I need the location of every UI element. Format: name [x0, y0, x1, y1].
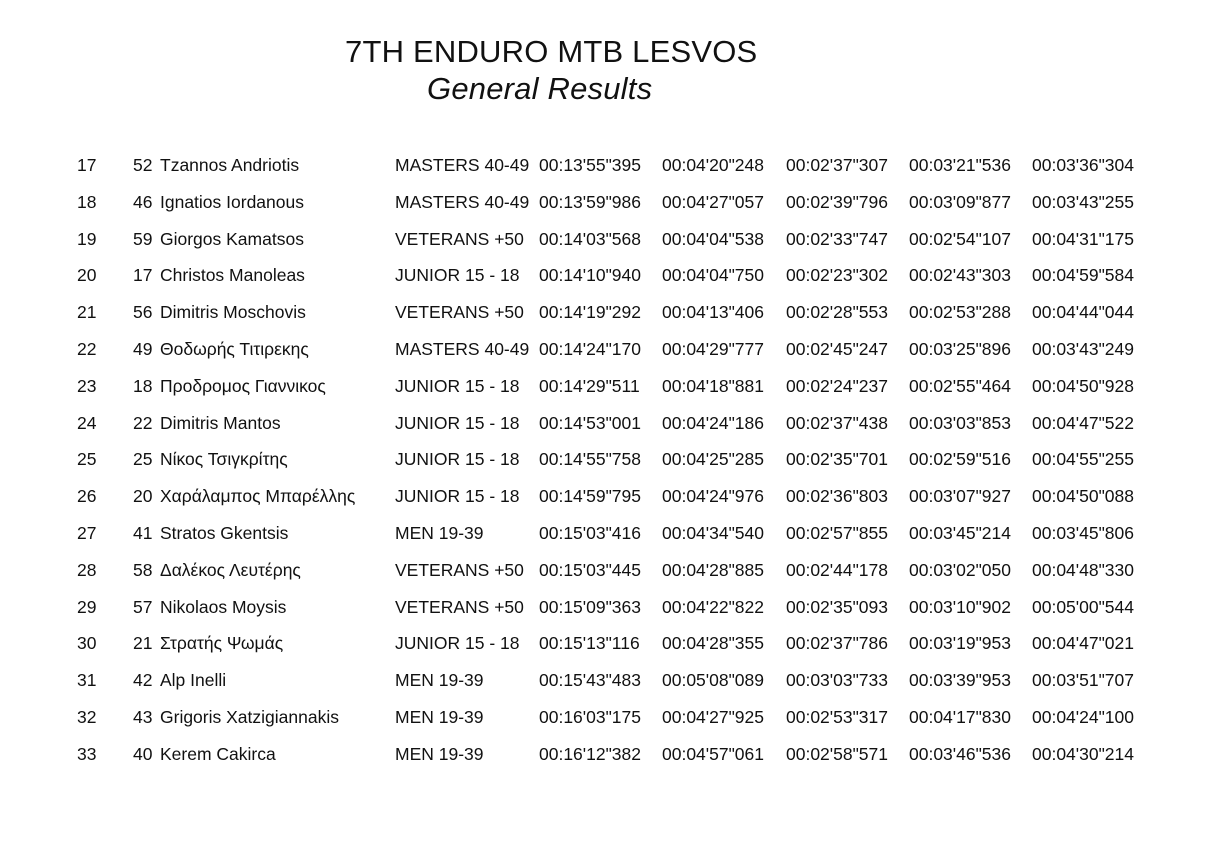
category-cell: JUNIOR 15 - 18	[395, 486, 520, 507]
stage-3-time-cell: 00:03'25"896	[909, 338, 1012, 359]
category-cell: MEN 19-39	[395, 670, 484, 691]
total-time-cell: 00:15'03"445	[539, 559, 642, 580]
category-cell: VETERANS +50	[395, 302, 524, 323]
stage-4-time-cell: 00:03'51"707	[1032, 670, 1135, 691]
category-cell: VETERANS +50	[395, 559, 524, 580]
stage-3-time-cell: 00:02'43"303	[909, 265, 1012, 286]
bib-number-cell: 20	[133, 486, 153, 507]
total-time-cell: 00:14'03"568	[539, 228, 642, 249]
rider-name-cell: Νίκος Τσιγκρίτης	[160, 449, 288, 470]
rider-name-cell: Dimitris Mantos	[160, 412, 281, 433]
stage-4-time-cell: 00:05'00"544	[1032, 596, 1135, 617]
stage-3-time-cell: 00:04'17"830	[909, 706, 1012, 727]
stage-3-time-cell: 00:02'55"464	[909, 375, 1012, 396]
stage-3-time-cell: 00:03'19"953	[909, 633, 1012, 654]
stage-2-time-cell: 00:02'37"438	[786, 412, 889, 433]
stage-1-time-cell: 00:04'13"406	[662, 302, 765, 323]
category-cell: JUNIOR 15 - 18	[395, 265, 520, 286]
stage-4-time-cell: 00:03'45"806	[1032, 522, 1135, 543]
stage-1-time-cell: 00:04'04"538	[662, 228, 765, 249]
result-row	[0, 404, 1216, 441]
bib-number-cell: 40	[133, 743, 153, 764]
result-row	[0, 477, 1216, 514]
rider-name-cell: Christos Manoleas	[160, 265, 305, 286]
result-row	[0, 661, 1216, 698]
bib-number-cell: 41	[133, 522, 153, 543]
bib-number-cell: 43	[133, 706, 153, 727]
category-cell: MASTERS 40-49	[395, 338, 530, 359]
stage-2-time-cell: 00:02'37"307	[786, 155, 889, 175]
stage-2-time-cell: 00:02'45"247	[786, 338, 889, 359]
stage-4-time-cell: 00:04'30"214	[1032, 743, 1135, 764]
stage-1-time-cell: 00:04'34"540	[662, 522, 765, 543]
position-cell: 25	[77, 449, 97, 470]
rider-name-cell: Grigoris Xatzigiannakis	[160, 706, 339, 727]
position-cell: 17	[77, 155, 97, 175]
stage-2-time-cell: 00:02'28"553	[786, 302, 889, 323]
result-row	[0, 183, 1216, 220]
results-subtitle: General Results	[427, 71, 653, 106]
stage-2-time-cell: 00:02'33"747	[786, 228, 889, 249]
stage-2-time-cell: 00:02'58"571	[786, 743, 889, 764]
rider-name-cell: Stratos Gkentsis	[160, 522, 289, 543]
stage-4-time-cell: 00:04'50"928	[1032, 375, 1135, 396]
total-time-cell: 00:15'13"116	[539, 633, 640, 654]
total-time-cell: 00:15'09"363	[539, 596, 642, 617]
stage-2-time-cell: 00:03'03"733	[786, 670, 889, 691]
total-time-cell: 00:14'59"795	[539, 486, 642, 507]
stage-2-time-cell: 00:02'37"786	[786, 633, 889, 654]
rider-name-cell: Χαράλαμπος Μπαρέλλης	[160, 486, 356, 507]
stage-1-time-cell: 00:04'24"186	[662, 412, 765, 433]
result-row	[0, 220, 1216, 257]
category-cell: JUNIOR 15 - 18	[395, 375, 520, 396]
result-row	[0, 293, 1216, 330]
stage-2-time-cell: 00:02'53"317	[786, 706, 889, 727]
rider-name-cell: Θοδωρής Τιτιρεκης	[160, 338, 309, 359]
stage-3-time-cell: 00:03'07"927	[909, 486, 1012, 507]
stage-4-time-cell: 00:04'47"021	[1032, 633, 1135, 654]
stage-3-time-cell: 00:03'45"214	[909, 522, 1012, 543]
stage-1-time-cell: 00:04'25"285	[662, 449, 765, 470]
stage-3-time-cell: 00:03'21"536	[909, 155, 1012, 175]
result-row	[0, 256, 1216, 293]
stage-1-time-cell: 00:04'28"355	[662, 633, 765, 654]
stage-2-time-cell: 00:02'39"796	[786, 191, 889, 212]
rider-name-cell: Tzannos Andriotis	[160, 155, 300, 175]
total-time-cell: 00:15'03"416	[539, 522, 642, 543]
position-cell: 31	[77, 670, 97, 691]
stage-4-time-cell: 00:04'44"044	[1032, 302, 1135, 323]
result-row	[0, 588, 1216, 625]
stage-4-time-cell: 00:04'55"255	[1032, 449, 1135, 470]
result-row	[0, 330, 1216, 367]
position-cell: 18	[77, 191, 97, 212]
bib-number-cell: 59	[133, 228, 153, 249]
stage-4-time-cell: 00:04'31"175	[1032, 228, 1135, 249]
stage-1-time-cell: 00:04'27"925	[662, 706, 765, 727]
result-row	[0, 551, 1216, 588]
stage-4-time-cell: 00:04'59"584	[1032, 265, 1135, 286]
category-cell: MEN 19-39	[395, 522, 484, 543]
result-row	[0, 146, 1216, 183]
position-cell: 29	[77, 596, 97, 617]
position-cell: 24	[77, 412, 97, 433]
category-cell: MASTERS 40-49	[395, 191, 530, 212]
total-time-cell: 00:14'55"758	[539, 449, 642, 470]
category-cell: MEN 19-39	[395, 706, 484, 727]
stage-2-time-cell: 00:02'35"701	[786, 449, 889, 470]
stage-4-time-cell: 00:04'50"088	[1032, 486, 1135, 507]
stage-3-time-cell: 00:03'03"853	[909, 412, 1012, 433]
bib-number-cell: 42	[133, 670, 153, 691]
position-cell: 23	[77, 375, 97, 396]
stage-1-time-cell: 00:04'22"822	[662, 596, 765, 617]
stage-2-time-cell: 00:02'24"237	[786, 375, 889, 396]
stage-2-time-cell: 00:02'36"803	[786, 486, 889, 507]
result-row	[0, 440, 1216, 477]
category-cell: VETERANS +50	[395, 228, 524, 249]
result-row	[0, 698, 1216, 735]
stage-4-time-cell: 00:04'48"330	[1032, 559, 1135, 580]
bib-number-cell: 49	[133, 338, 153, 359]
stage-3-time-cell: 00:02'59"516	[909, 449, 1012, 470]
result-row	[0, 514, 1216, 551]
total-time-cell: 00:13'55"395	[539, 155, 642, 175]
stage-1-time-cell: 00:04'18"881	[662, 375, 765, 396]
category-cell: VETERANS +50	[395, 596, 524, 617]
rider-name-cell: Dimitris Moschovis	[160, 302, 306, 323]
stage-3-time-cell: 00:03'39"953	[909, 670, 1012, 691]
bib-number-cell: 17	[133, 265, 153, 286]
stage-1-time-cell: 00:04'29"777	[662, 338, 765, 359]
total-time-cell: 00:14'10"940	[539, 265, 642, 286]
bib-number-cell: 21	[133, 633, 153, 654]
rider-name-cell: Προδρομος Γιαννικος	[160, 375, 326, 396]
position-cell: 22	[77, 338, 97, 359]
bib-number-cell: 57	[133, 596, 153, 617]
stage-3-time-cell: 00:02'54"107	[909, 228, 1012, 249]
total-time-cell: 00:14'24"170	[539, 338, 642, 359]
bib-number-cell: 52	[133, 155, 153, 175]
category-cell: MEN 19-39	[395, 743, 484, 764]
stage-4-time-cell: 00:04'47"522	[1032, 412, 1135, 433]
position-cell: 21	[77, 302, 97, 323]
position-cell: 27	[77, 522, 97, 543]
stage-1-time-cell: 00:05'08"089	[662, 670, 765, 691]
stage-3-time-cell: 00:03'09"877	[909, 191, 1012, 212]
event-title: 7TH ENDURO MTB LESVOS	[345, 34, 758, 69]
total-time-cell: 00:16'03"175	[539, 706, 642, 727]
bib-number-cell: 18	[133, 375, 153, 396]
stage-3-time-cell: 00:03'02"050	[909, 559, 1012, 580]
bib-number-cell: 56	[133, 302, 153, 323]
position-cell: 32	[77, 706, 97, 727]
stage-4-time-cell: 00:03'43"255	[1032, 191, 1135, 212]
total-time-cell: 00:15'43"483	[539, 670, 642, 691]
stage-4-time-cell: 00:03'43"249	[1032, 338, 1135, 359]
total-time-cell: 00:14'53"001	[539, 412, 642, 433]
stage-1-time-cell: 00:04'24"976	[662, 486, 765, 507]
bib-number-cell: 46	[133, 191, 153, 212]
bib-number-cell: 25	[133, 449, 153, 470]
stage-4-time-cell: 00:03'36"304	[1032, 155, 1135, 175]
position-cell: 19	[77, 228, 97, 249]
rider-name-cell: Στρατής Ψωμάς	[160, 633, 284, 654]
stage-1-time-cell: 00:04'28"885	[662, 559, 765, 580]
result-row	[0, 735, 1216, 772]
stage-1-time-cell: 00:04'20"248	[662, 155, 765, 175]
position-cell: 26	[77, 486, 97, 507]
category-cell: JUNIOR 15 - 18	[395, 633, 520, 654]
stage-1-time-cell: 00:04'04"750	[662, 265, 765, 286]
category-cell: MASTERS 40-49	[395, 155, 530, 175]
position-cell: 20	[77, 265, 97, 286]
stage-2-time-cell: 00:02'44"178	[786, 559, 889, 580]
stage-4-time-cell: 00:04'24"100	[1032, 706, 1135, 727]
stage-2-time-cell: 00:02'35"093	[786, 596, 889, 617]
stage-1-time-cell: 00:04'27"057	[662, 191, 765, 212]
total-time-cell: 00:14'29"511	[539, 375, 640, 396]
bib-number-cell: 58	[133, 559, 153, 580]
stage-2-time-cell: 00:02'57"855	[786, 522, 889, 543]
total-time-cell: 00:14'19"292	[539, 302, 642, 323]
position-cell: 30	[77, 633, 97, 654]
position-cell: 33	[77, 743, 97, 764]
rider-name-cell: Nikolaos Moysis	[160, 596, 287, 617]
stage-3-time-cell: 00:03'46"536	[909, 743, 1012, 764]
rider-name-cell: Δαλέκος Λευτέρης	[160, 559, 301, 580]
stage-3-time-cell: 00:02'53"288	[909, 302, 1012, 323]
rider-name-cell: Kerem Cakirca	[160, 743, 276, 764]
rider-name-cell: Giorgos Kamatsos	[160, 228, 304, 249]
results-table	[0, 146, 1216, 772]
category-cell: JUNIOR 15 - 18	[395, 449, 520, 470]
total-time-cell: 00:16'12"382	[539, 743, 642, 764]
rider-name-cell: Ignatios Iordanous	[160, 191, 304, 212]
bib-number-cell: 22	[133, 412, 153, 433]
category-cell: JUNIOR 15 - 18	[395, 412, 520, 433]
total-time-cell: 00:13'59"986	[539, 191, 642, 212]
stage-3-time-cell: 00:03'10"902	[909, 596, 1012, 617]
stage-2-time-cell: 00:02'23"302	[786, 265, 889, 286]
rider-name-cell: Alp Inelli	[160, 670, 227, 691]
result-row	[0, 367, 1216, 404]
result-row	[0, 624, 1216, 661]
position-cell: 28	[77, 559, 97, 580]
stage-1-time-cell: 00:04'57"061	[662, 743, 765, 764]
